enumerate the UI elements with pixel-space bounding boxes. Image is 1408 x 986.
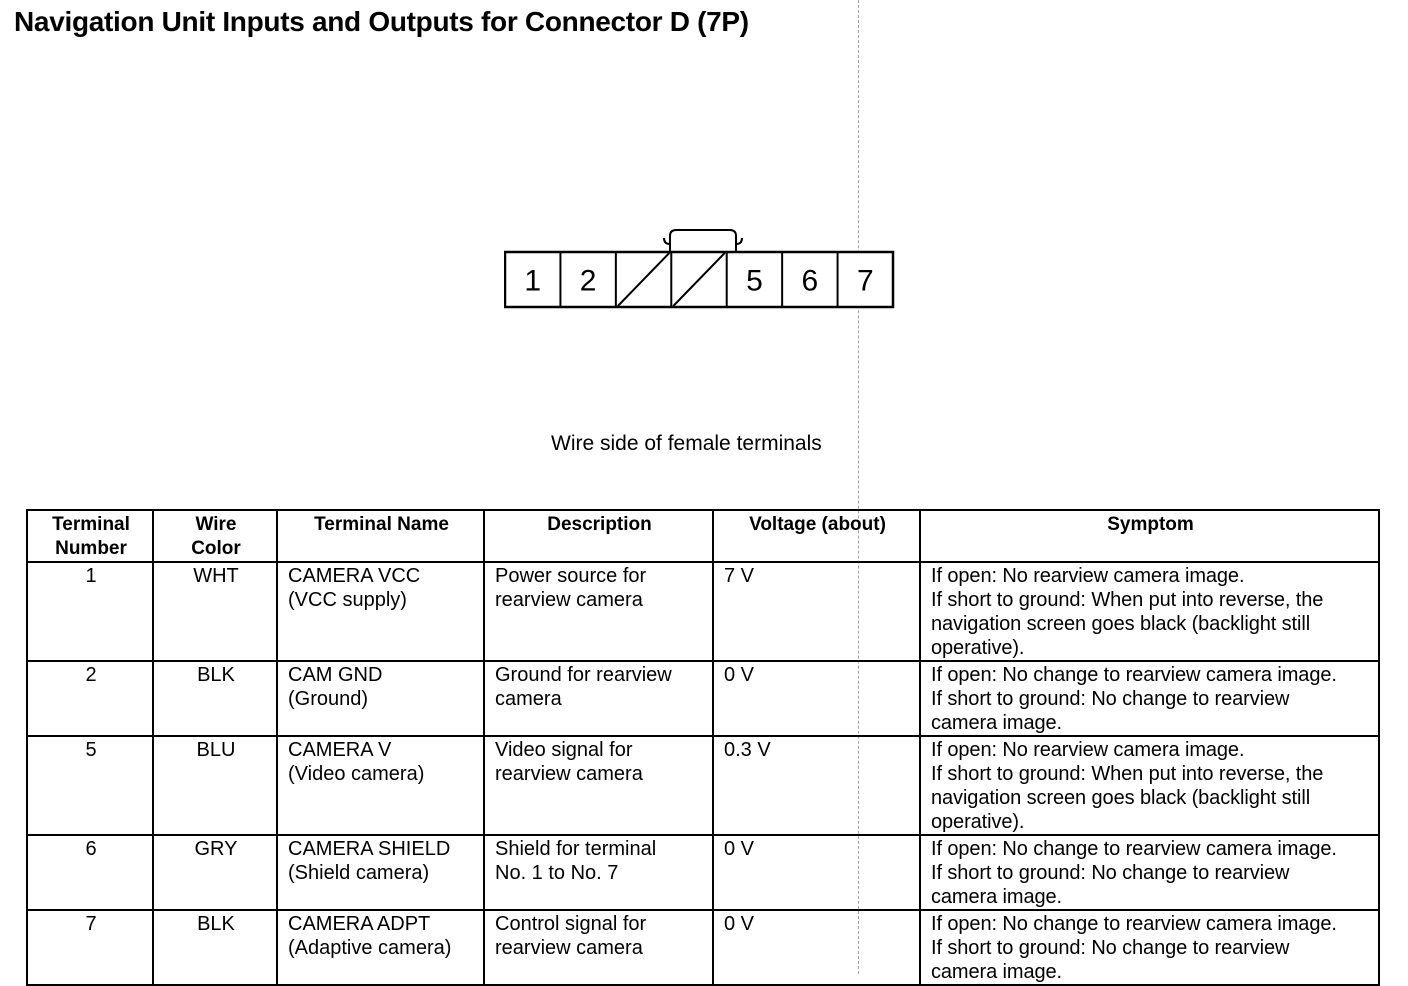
cell-description-line: camera <box>495 688 562 710</box>
cell-symptom-line: If short to ground: When put into reverse, the <box>931 589 1324 611</box>
terminal-number-label: 2 <box>579 264 597 298</box>
cell-symptom-line: If short to ground: No change to rearview <box>931 688 1290 710</box>
cell-symptom-line: If open: No change to rearview camera image. <box>931 664 1337 686</box>
connector-d-7p-drawing <box>504 228 896 310</box>
cell-description <box>484 661 713 736</box>
cell-description-line: rearview camera <box>495 763 643 785</box>
cell-voltage: 0 V <box>713 661 920 736</box>
cell-symptom <box>920 835 1379 910</box>
cell-terminal-name-line: CAM GND <box>288 664 383 686</box>
cell-description-line: Control signal for <box>495 913 647 935</box>
cell-terminal-name-line: CAMERA V <box>288 739 392 761</box>
header-wire-color-line1: Wire <box>195 514 237 535</box>
cell-description-line: rearview camera <box>495 937 643 959</box>
cell-symptom-line: If open: No rearview camera image. <box>931 739 1245 761</box>
cell-terminal-name-line: (VCC supply) <box>288 589 407 611</box>
connector-caption: Wire side of female terminals <box>551 432 822 455</box>
terminal-number-label: 1 <box>524 264 542 298</box>
cell-symptom-line: operative). <box>931 637 1025 659</box>
cell-description-line: Power source for <box>495 565 647 587</box>
header-terminal-number-line1: Terminal <box>52 514 130 535</box>
cell-terminal-name <box>277 562 484 661</box>
cell-wire-color: GRY <box>153 835 277 910</box>
header-wire-color <box>153 510 277 562</box>
cell-description <box>484 736 713 835</box>
cell-voltage: 0.3 V <box>713 736 920 835</box>
cell-symptom-line: If short to ground: No change to rearview <box>931 862 1290 884</box>
cell-symptom-line: operative). <box>931 811 1025 833</box>
page-title: Navigation Unit Inputs and Outputs for Connector D (7P) <box>14 6 749 37</box>
cell-symptom-line: navigation screen goes black (backlight still <box>931 787 1311 809</box>
cell-wire-color: BLU <box>153 736 277 835</box>
cell-symptom-line: If short to ground: When put into reverse, the <box>931 763 1324 785</box>
cell-terminal-name-line: (Shield camera) <box>288 862 430 884</box>
cell-voltage: 7 V <box>713 562 920 661</box>
connector-lock-tab-ears <box>664 238 742 244</box>
cell-terminal-name-line: (Ground) <box>288 688 369 710</box>
table-row <box>27 736 1379 835</box>
cell-wire-color: BLK <box>153 910 277 985</box>
header-terminal-name: Terminal Name <box>277 510 484 562</box>
cell-terminal-name <box>277 835 484 910</box>
cell-voltage: 0 V <box>713 910 920 985</box>
terminal-number-label: 6 <box>801 264 819 298</box>
cell-symptom-line: If open: No rearview camera image. <box>931 565 1245 587</box>
table-header-row <box>27 510 1379 562</box>
cell-wire-color: WHT <box>153 562 277 661</box>
cell-description <box>484 562 713 661</box>
cell-symptom-line: If short to ground: No change to rearview <box>931 937 1290 959</box>
table-body <box>27 562 1379 985</box>
cell-voltage: 0 V <box>713 835 920 910</box>
connector-lock-tab <box>670 230 736 252</box>
cell-terminal-name-line: (Video camera) <box>288 763 425 785</box>
cell-symptom-line: If open: No change to rearview camera image. <box>931 838 1337 860</box>
cell-description-line: rearview camera <box>495 589 643 611</box>
terminal-number-label: 5 <box>746 264 763 298</box>
cell-terminal-name-line: (Adaptive camera) <box>288 937 452 959</box>
header-terminal-number <box>27 510 153 562</box>
io-table <box>26 509 1380 986</box>
cell-symptom-line: camera image. <box>931 712 1062 734</box>
cell-terminal-number: 5 <box>27 736 153 835</box>
header-wire-color-line2: Color <box>191 538 241 559</box>
cell-symptom <box>920 562 1379 661</box>
table-row <box>27 835 1379 910</box>
cell-symptom <box>920 736 1379 835</box>
cell-terminal-name <box>277 661 484 736</box>
table-row <box>27 562 1379 661</box>
header-voltage: Voltage (about) <box>713 510 920 562</box>
cell-terminal-number: 6 <box>27 835 153 910</box>
terminal-number-label: 7 <box>856 264 874 298</box>
cell-description-line: Video signal for <box>495 739 633 761</box>
cell-description-line: Ground for rearview <box>495 664 672 686</box>
cell-symptom-line: camera image. <box>931 886 1062 908</box>
header-description: Description <box>484 510 713 562</box>
cell-symptom-line: navigation screen goes black (backlight still <box>931 613 1311 635</box>
cell-terminal-number: 1 <box>27 562 153 661</box>
cell-terminal-name <box>277 736 484 835</box>
header-terminal-number-line2: Number <box>55 538 127 559</box>
cell-terminal-number: 2 <box>27 661 153 736</box>
cell-description-line: No. 1 to No. 7 <box>495 862 619 884</box>
cell-terminal-name-line: CAMERA ADPT <box>288 913 431 935</box>
cell-description <box>484 835 713 910</box>
cell-terminal-name-line: CAMERA VCC <box>288 565 421 587</box>
cell-symptom <box>920 661 1379 736</box>
cell-terminal-name-line: CAMERA SHIELD <box>288 838 451 860</box>
cell-description-line: Shield for terminal <box>495 838 657 860</box>
cell-symptom-line: camera image. <box>931 961 1062 983</box>
header-symptom: Symptom <box>920 510 1379 562</box>
cell-wire-color: BLK <box>153 661 277 736</box>
connector-diagram <box>504 228 896 310</box>
cell-terminal-number: 7 <box>27 910 153 985</box>
table-row <box>27 661 1379 736</box>
cell-symptom-line: If open: No change to rearview camera image. <box>931 913 1337 935</box>
